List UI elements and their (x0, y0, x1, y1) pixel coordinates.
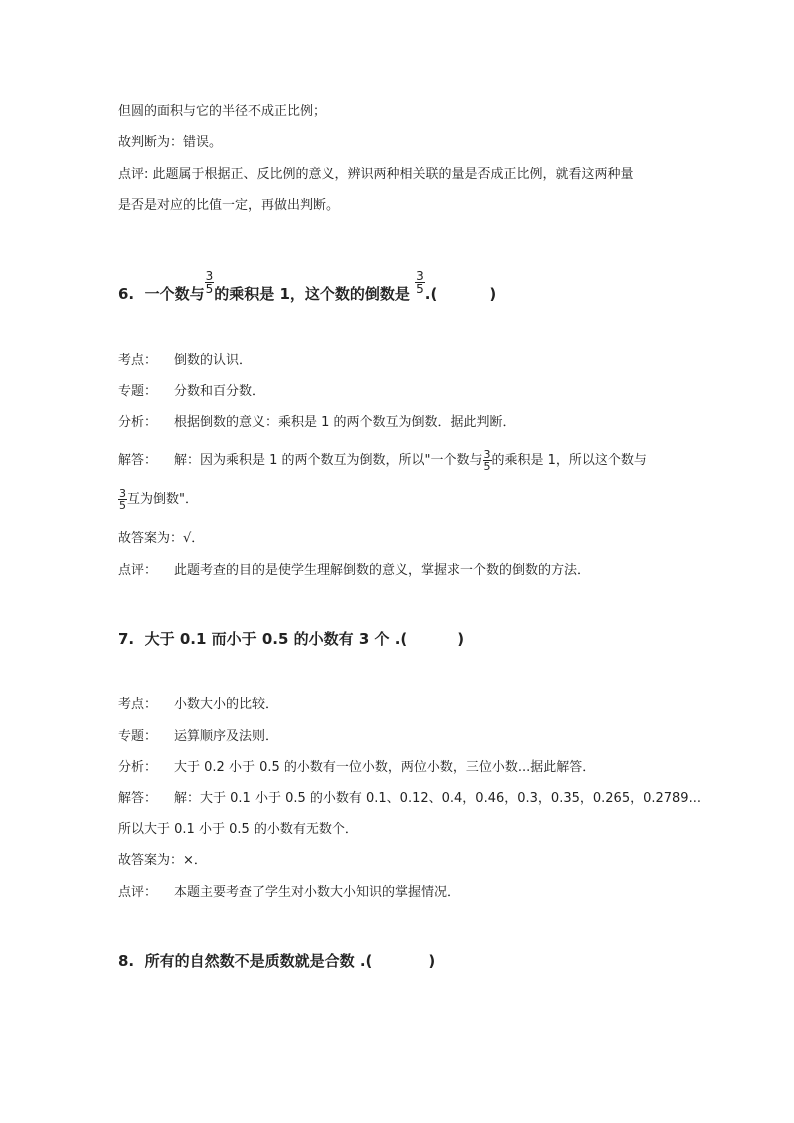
q7-kaodian: 考点： 小数大小的比较． (118, 697, 279, 712)
question-number: 6. (118, 285, 135, 303)
q6-fenxi: 分析： 根据倒数的意义：乘积是 1 的两个数互为倒数．据此判断． (118, 415, 516, 430)
intro-comment-line-1: 点评: 此题属于根据正、反比例的意义，辨识两种相关联的量是否成正比例，就看这两种量 (118, 167, 634, 182)
answer-paren-close: ) (428, 952, 436, 970)
q6-kaodian: 考点： 倒数的认识． (118, 353, 253, 368)
question-number: 7. (118, 630, 135, 648)
question-8 (118, 951, 435, 971)
answer-paren-close: ) (489, 285, 497, 303)
q7-jieda-line-2: 所以大于 0.1 小于 0.5 的小数有无数个． (118, 822, 358, 837)
q6-dianping: 点评： 此题考查的目的是使学生理解倒数的意义，掌握求一个数的倒数的方法． (118, 563, 591, 578)
q6-jieda-line-2: $\frac{3}{5}$ 互为倒数"． (119, 487, 198, 512)
fraction: $\frac{3}{5}$ (205, 269, 214, 296)
answer-paren-close: ) (457, 630, 465, 648)
fraction: $\frac{3}{5}$ (119, 487, 126, 512)
question-text: 的乘积是 1，这个数的倒数是 (214, 285, 410, 303)
fraction: $\frac{3}{5}$ (483, 448, 491, 473)
intro-line-2: 故判断为：错误。 (118, 135, 223, 150)
question-7 (118, 629, 464, 649)
q6-zhuanti: 专题： 分数和百分数． (118, 384, 266, 399)
intro-line-1: 但圆的面积与它的半径不成正比例； (118, 104, 327, 119)
q6-answer: 故答案为：√． (118, 531, 205, 546)
q7-dianping: 点评： 本题主要考查了学生对小数大小知识的掌握情况． (118, 885, 461, 900)
question-6 (118, 269, 497, 307)
q7-jieda: 解答： 解：大于 0.1 小于 0.5 的小数有 0.1、0.12、0.4，0.46，0.3，0.35，0.265，0.2789... (118, 791, 701, 806)
question-text: 大于 0.1 而小于 0.5 的小数有 3 个 .( (144, 630, 408, 648)
question-text: 所有的自然数不是质数就是合数 .( (144, 952, 373, 970)
question-number: 8. (118, 952, 135, 970)
q7-fenxi: 分析： 大于 0.2 小于 0.5 的小数有一位小数，两位小数，三位小数...据此解答． (118, 760, 596, 775)
q7-answer: 故答案为：×． (118, 853, 207, 868)
q7-zhuanti: 专题： 运算顺序及法则． (118, 729, 279, 744)
question-text: 一个数与 (144, 285, 205, 303)
q6-jieda: 解答： 解：因为乘积是 1 的两个数互为倒数，所以"一个数与 $\frac{3}{5}$ 的乘积是 1，所以这个数与 (118, 448, 647, 473)
question-text: .( (424, 285, 438, 303)
intro-comment-line-2: 是否是对应的比值一定，再做出判断。 (118, 198, 340, 213)
fraction: $\frac{3}{5}$ (416, 269, 424, 296)
